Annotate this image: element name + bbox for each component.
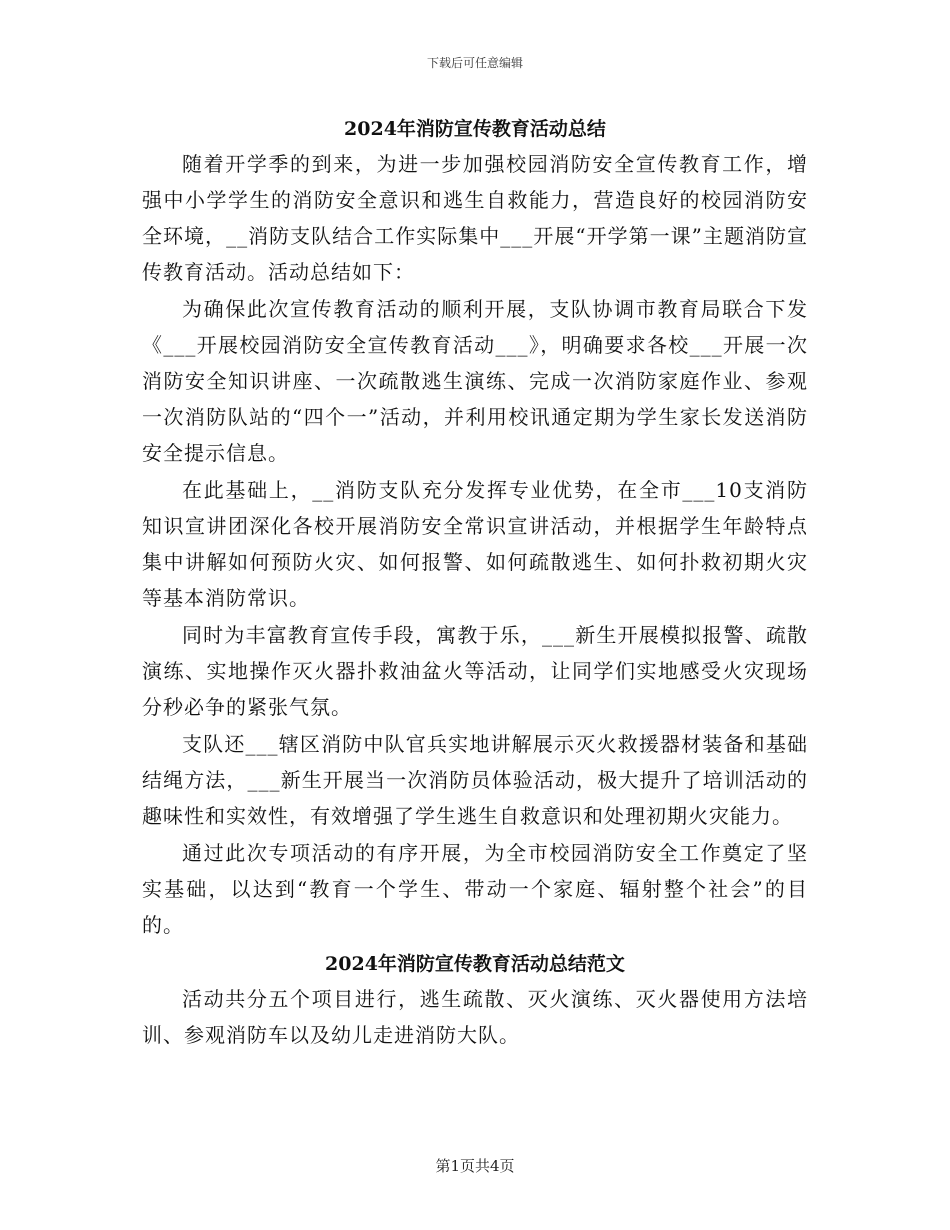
paragraph-intro: 随着开学季的到来，为进一步加强校园消防安全宣传教育工作，增强中小学学生的消防安全意识和逃生自救能力，营造良好的校园消防安全环境，__消防支队结合工作实际集中___开展“开学第一课”主题消防宣传教育活动。活动总结如下：: [142, 152, 808, 284]
document-body: [142, 112, 808, 1054]
paragraph-drills: 同时为丰富教育宣传手段，寓教于乐，___新生开展模拟报警、疏散演练、实地操作灭火器扑救油盆火等活动，让同学们实地感受火灾现场分秒必争的紧张气氛。: [142, 623, 808, 719]
section-title: 2024年消防宣传教育活动总结范文: [325, 953, 625, 975]
paragraph-experience: 支队还___辖区消防中队官兵实地讲解展示灭火救援器材装备和基础结绳方法，___新生开展当一次消防员体验活动，极大提升了培训活动的趣味性和实效性，有效增强了学生逃生自救意识和处理初期火灾能力。: [142, 732, 808, 828]
paragraph-conclusion: 通过此次专项活动的有序开展，为全市校园消防安全工作奠定了坚实基础，以达到“教育一个学生、带动一个家庭、辐射整个社会”的目的。: [142, 841, 808, 937]
paragraph-organization: 为确保此次宣传教育活动的顺利开展，支队协调市教育局联合下发《___开展校园消防安全宣传教育活动___》，明确要求各校___开展一次消防安全知识讲座、一次疏散逃生演练、完成一次消防家庭作业、参观一次消防队站的“四个一”活动，并利用校讯通定期为学生家长发送消防安全提示信息。: [142, 297, 808, 465]
paragraph-activities: 活动共分五个项目进行，逃生疏散、灭火演练、灭火器使用方法培训、参观消防车以及幼儿走进消防大队。: [142, 987, 808, 1047]
document-title: 2024年消防宣传教育活动总结: [344, 118, 606, 140]
paragraph-lectures: 在此基础上，__消防支队充分发挥专业优势，在全市___10支消防知识宣讲团深化各校开展消防安全常识宣讲活动，并根据学生年龄特点集中讲解如何预防火灾、如何报警、如何疏散逃生、如何扑救初期火灾等基本消防常识。: [142, 478, 808, 610]
page-header-note: 下载后可任意编辑: [426, 56, 523, 70]
page-number-footer: 第1页共4页: [435, 1157, 515, 1175]
